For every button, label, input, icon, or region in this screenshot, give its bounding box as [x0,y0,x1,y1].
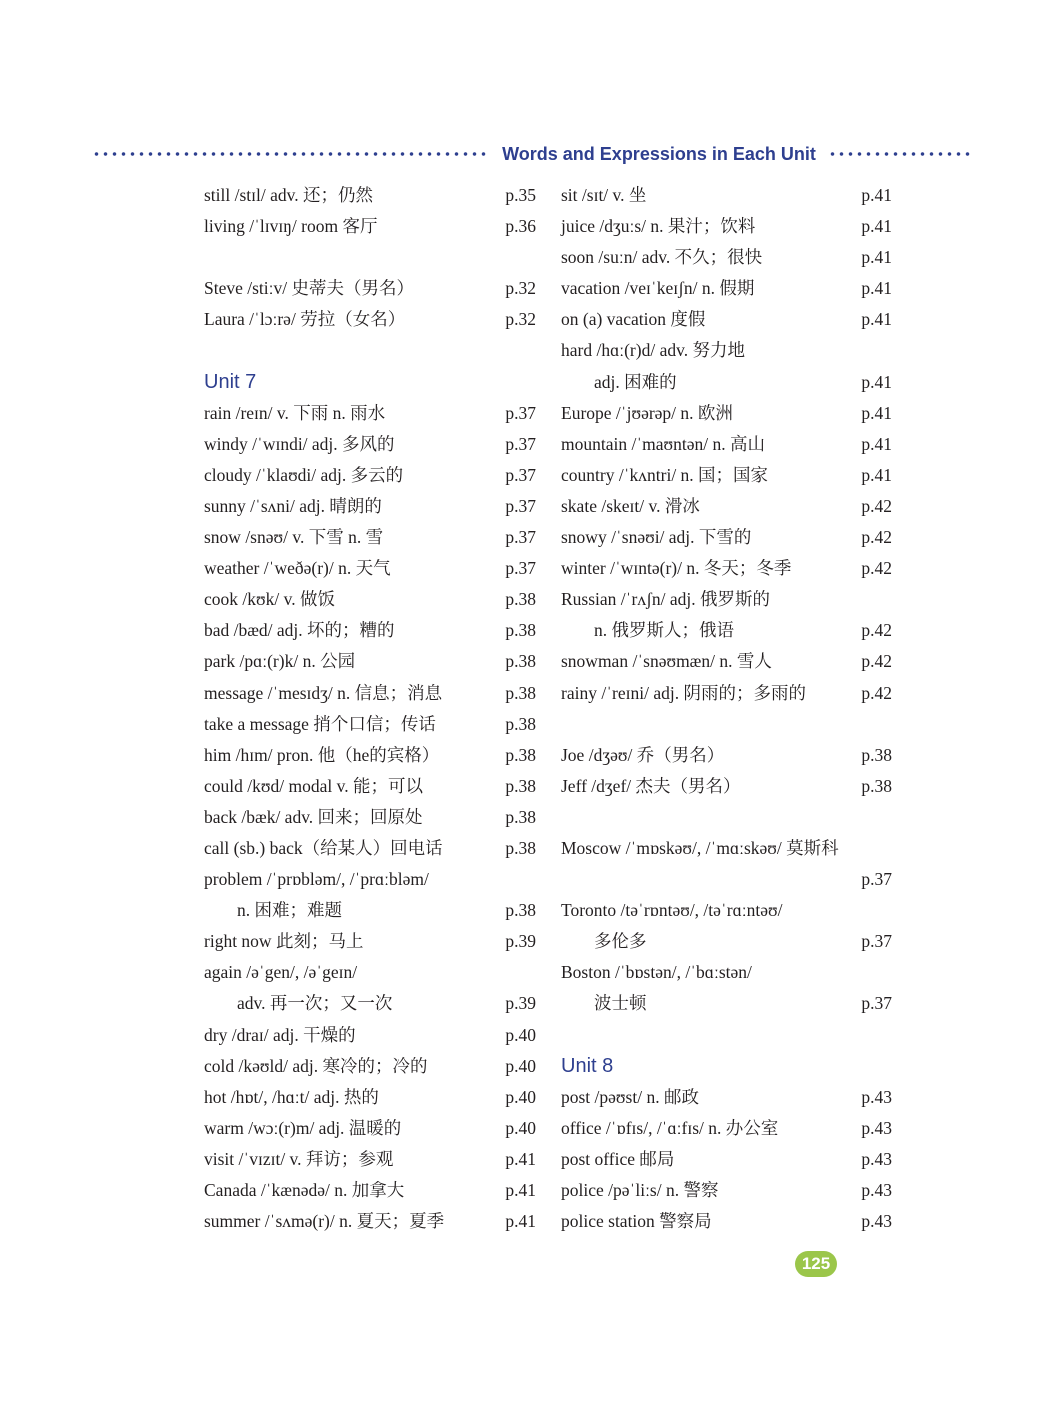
vocab-entry [561,646,892,677]
page-reference: p.41 [861,185,892,205]
page-reference: p.37 [861,869,892,890]
spacer-row [561,802,892,833]
entry-text: warm /wɔː(r)m/ adj. 温暖的 [204,1117,402,1138]
vocab-entry [204,584,536,615]
entry-text: office /ˈɒfɪs/, /ˈɑːfɪs/ n. 办公室 [561,1117,779,1138]
entry-text: adj. 困难的 [594,371,677,392]
entry-text: 多伦多 [594,931,647,952]
page-reference: p.38 [505,651,536,672]
page-number-badge: 125 [795,1251,837,1277]
entry-text: still /stɪl/ adv. 还；仍然 [204,185,374,205]
vocabulary-column-right [561,180,892,1237]
vocab-entry [561,678,892,709]
vocab-entry [204,740,536,771]
page-reference: p.41 [505,1148,536,1169]
page-reference: p.41 [861,247,892,268]
vocab-entry [204,1206,536,1237]
entry-text: take a message 捎个口信；传话 [204,713,436,734]
page-reference: p.38 [505,837,536,858]
vocab-entry [204,398,536,429]
vocab-entry [204,273,536,304]
vocab-entry [204,460,536,491]
spacer-row [204,335,536,366]
entry-text: call (sb.) back（给某人）回电话 [204,837,443,858]
header-dot-rule-left [92,141,490,167]
entry-text: skate /skeɪt/ v. 滑冰 [561,495,700,516]
entry-text: rain /reɪn/ v. 下雨 n. 雨水 [204,402,386,423]
page-reference: p.42 [861,620,892,641]
page-reference: p.42 [861,495,892,516]
vocab-entry [204,1175,536,1206]
vocab-entry [561,615,892,646]
vocab-entry [561,304,892,335]
vocab-entry [204,678,536,709]
vocab-entry [204,802,536,833]
entry-text: snow /snəʊ/ v. 下雪 n. 雪 [204,527,384,548]
entry-text: summer /ˈsʌmə(r)/ n. 夏天；夏季 [204,1211,445,1232]
page-reference: p.40 [505,1117,536,1138]
vocab-entry [561,740,892,771]
entry-text: 波士顿 [594,993,647,1014]
page-reference: p.38 [505,806,536,827]
vocabulary-column-left [204,180,536,1237]
page-reference: p.37 [505,527,536,548]
page-reference: p.43 [861,1117,892,1138]
vocab-entry [561,522,892,553]
page-reference: p.36 [505,216,536,237]
spacer-row [561,1020,892,1051]
entry-text: soon /suːn/ adv. 不久；很快 [561,247,763,268]
entry-text: post office 邮局 [561,1148,675,1169]
vocab-entry [561,1175,892,1206]
page-reference: p.39 [505,931,536,952]
entry-text: post /pəʊst/ n. 邮政 [561,1086,699,1107]
page-reference: p.38 [505,620,536,641]
entry-text: cold /kəʊld/ adj. 寒冷的；冷的 [204,1055,428,1076]
vocab-entry [204,988,536,1019]
entry-text: message /ˈmesɪdʒ/ n. 信息；消息 [204,682,443,703]
entry-text: weather /ˈweðə(r)/ n. 天气 [204,558,391,579]
vocab-entry [561,429,892,460]
entry-text: Toronto /təˈrɒntəʊ/, /təˈrɑːntəʊ/ [561,900,783,921]
unit-title: Unit 8 [561,1054,614,1077]
vocab-entry [561,926,892,957]
entry-text: sunny /ˈsʌni/ adj. 晴朗的 [204,495,382,516]
entry-text: park /pɑː(r)k/ n. 公园 [204,651,356,672]
page-reference: p.43 [861,1180,892,1200]
entry-text: juice /dʒuːs/ n. 果汁；饮料 [561,216,756,237]
entry-text: Joe /dʒəʊ/ 乔（男名） [561,744,725,765]
vocab-entry [561,491,892,522]
vocab-entry [561,895,892,926]
unit-heading [561,1051,892,1082]
page-reference: p.37 [505,402,536,423]
vocab-entry [204,864,536,895]
vocab-entry [561,771,892,802]
spacer-row [204,242,536,273]
vocab-entry [204,211,536,242]
page-reference: p.43 [861,1211,892,1232]
vocab-entry [204,491,536,522]
vocab-entry [204,553,536,584]
vocab-entry [204,429,536,460]
entry-text: cloudy /ˈklaʊdi/ adj. 多云的 [204,464,404,485]
entry-text: back /bæk/ adv. 回来；回原处 [204,806,423,827]
page-reference: p.40 [505,1086,536,1107]
page-reference: p.37 [861,931,892,952]
vocab-entry [204,1113,536,1144]
vocab-entry [204,771,536,802]
entry-text: Steve /stiːv/ 史蒂夫（男名） [204,278,414,299]
page-reference: p.38 [861,744,892,765]
page-reference: p.32 [505,278,536,299]
page-reference: p.42 [861,527,892,548]
entry-text: snowman /ˈsnəʊmæn/ n. 雪人 [561,651,772,672]
page-reference: p.41 [861,371,892,392]
page-reference: p.42 [861,558,892,579]
entry-text: country /ˈkʌntri/ n. 国；国家 [561,464,769,485]
vocab-entry [561,864,892,895]
entry-text: n. 困难；难题 [237,900,342,921]
entry-text: could /kʊd/ modal v. 能；可以 [204,775,423,796]
entry-text: hard /hɑː(r)d/ adv. 努力地 [561,340,745,361]
page-reference: p.38 [505,775,536,796]
entry-text: rainy /ˈreɪni/ adj. 阴雨的；多雨的 [561,682,806,703]
entry-text: dry /draɪ/ adj. 干燥的 [204,1024,356,1045]
page-reference: p.42 [861,651,892,672]
vocab-entry [561,1113,892,1144]
vocab-entry [561,242,892,273]
vocab-entry [204,180,536,211]
page-reference: p.41 [505,1180,536,1200]
page-reference: p.38 [505,713,536,734]
spacer-row [561,709,892,740]
vocab-entry [561,460,892,491]
entry-text: hot /hɒt/, /hɑːt/ adj. 热的 [204,1086,379,1107]
entry-text: cook /kʊk/ v. 做饭 [204,589,335,610]
vocab-entry [204,1051,536,1082]
page-reference: p.41 [861,278,892,299]
entry-text: Moscow /ˈmɒskəʊ/, /ˈmɑːskəʊ/ 莫斯科 [561,837,839,858]
unit-heading [204,367,536,398]
page-reference: p.41 [861,309,892,330]
page-reference: p.43 [861,1086,892,1107]
page-reference: p.41 [861,216,892,237]
page-reference: p.37 [505,558,536,579]
entry-text: vacation /veɪˈkeɪʃn/ n. 假期 [561,278,755,299]
running-header [92,141,972,167]
page-reference: p.41 [505,1211,536,1232]
vocab-entry [561,833,892,864]
header-title: Words and Expressions in Each Unit [502,144,816,164]
page-reference: p.41 [861,464,892,485]
vocab-entry [561,988,892,1019]
entry-text: Canada /ˈkænədə/ n. 加拿大 [204,1180,405,1200]
entry-text: right now 此刻；马上 [204,931,364,952]
page-reference: p.38 [861,775,892,796]
page-reference: p.38 [505,682,536,703]
vocab-entry [204,895,536,926]
page-reference: p.41 [861,402,892,423]
entry-text: sit /sɪt/ v. 坐 [561,185,647,205]
page-reference: p.43 [861,1148,892,1169]
page-reference: p.38 [505,900,536,921]
page-reference: p.37 [505,464,536,485]
entry-text: again /əˈgen/, /əˈgeɪn/ [204,962,358,983]
vocab-entry [204,709,536,740]
page-reference: p.40 [505,1024,536,1045]
page-reference: p.38 [505,589,536,610]
vocab-entry [204,522,536,553]
vocab-entry [561,273,892,304]
page-reference: p.37 [505,433,536,454]
vocab-entry [204,833,536,864]
vocab-entry [204,615,536,646]
vocab-entry [561,1082,892,1113]
vocab-entry [204,1082,536,1113]
entry-text: bad /bæd/ adj. 坏的；糟的 [204,620,395,641]
page-reference: p.37 [505,495,536,516]
vocab-entry [561,584,892,615]
page-reference: p.35 [505,185,536,205]
vocab-entry [204,646,536,677]
entry-text: adv. 再一次；又一次 [237,993,393,1014]
vocab-entry [204,304,536,335]
page-reference: p.42 [861,682,892,703]
vocab-entry [561,1144,892,1175]
entry-text: him /hɪm/ pron. 他（he的宾格） [204,744,440,765]
page-reference: p.39 [505,993,536,1014]
entry-text: Jeff /dʒef/ 杰夫（男名） [561,775,741,796]
vocab-entry [561,553,892,584]
entry-text: winter /ˈwɪntə(r)/ n. 冬天；冬季 [561,558,792,579]
entry-text: police /pəˈliːs/ n. 警察 [561,1180,719,1200]
entry-text: problem /ˈprɒbləm/, /ˈprɑːbləm/ [204,869,429,890]
page-reference: p.37 [861,993,892,1014]
unit-title: Unit 7 [204,370,257,393]
vocab-entry [561,367,892,398]
page-reference: p.40 [505,1055,536,1076]
vocab-entry [561,211,892,242]
vocab-entry [204,1020,536,1051]
vocab-entry [561,398,892,429]
entry-text: n. 俄罗斯人；俄语 [594,620,734,641]
vocab-entry [204,926,536,957]
entry-text: snowy /ˈsnəʊi/ adj. 下雪的 [561,527,752,548]
vocab-entry [561,957,892,988]
header-dot-rule-right [828,141,972,167]
entry-text: on (a) vacation 度假 [561,309,706,330]
entry-text: Boston /ˈbɒstən/, /ˈbɑːstən/ [561,962,752,983]
page-reference: p.32 [505,309,536,330]
entry-text: Russian /ˈrʌʃn/ adj. 俄罗斯的 [561,589,771,610]
vocab-entry [561,180,892,211]
page-reference: p.38 [505,744,536,765]
vocab-entry [561,1206,892,1237]
entry-text: visit /ˈvɪzɪt/ v. 拜访；参观 [204,1148,394,1169]
entry-text: Laura /ˈlɔːrə/ 劳拉（女名） [204,309,406,330]
page-reference: p.41 [861,433,892,454]
vocab-entry [561,335,892,366]
entry-text: mountain /ˈmaʊntən/ n. 高山 [561,433,766,454]
vocab-entry [204,1144,536,1175]
entry-text: windy /ˈwɪndi/ adj. 多风的 [204,433,395,454]
entry-text: police station 警察局 [561,1211,712,1232]
entry-text: Europe /ˈjʊərəp/ n. 欧洲 [561,402,733,423]
entry-text: living /ˈlɪvɪŋ/ room 客厅 [204,216,378,237]
vocab-entry [204,957,536,988]
